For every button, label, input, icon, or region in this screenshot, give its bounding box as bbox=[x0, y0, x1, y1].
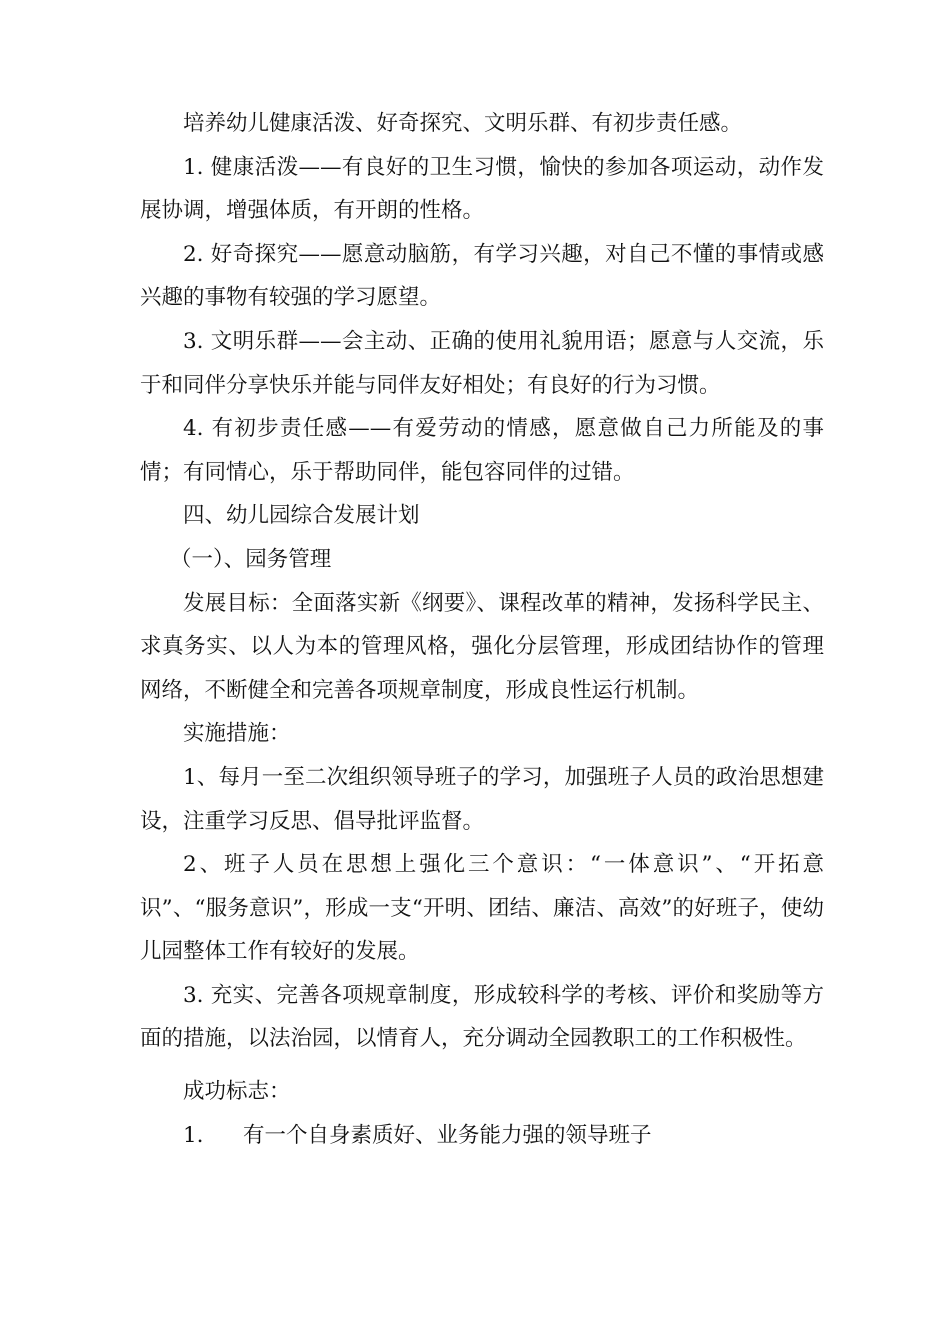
list-item-success-1 bbox=[140, 1114, 824, 1158]
paragraph-measure-1: 1、每月一至二次组织领导班子的学习，加强班子人员的政治思想建设，注重学习反思、倡导批评监督。 bbox=[140, 764, 824, 834]
section-heading-development-plan: 四、幼儿园综合发展计划 bbox=[183, 503, 420, 529]
paragraph-responsibility: 4. 有初步责任感——有爱劳动的情感，愿意做自己力所能及的事情；有同情心，乐于帮助同伴，能包容同伴的过错。 bbox=[140, 416, 824, 485]
document-body bbox=[140, 102, 824, 1157]
paragraph-development-goal: 发展目标：全面落实新《纲要》、课程改革的精神，发扬科学民主、求真务实、以人为本的管理风格，强化分层管理，形成团结协作的管理网络，不断健全和完善各项规章制度，形成良性运行机制。 bbox=[140, 590, 824, 703]
paragraph-measure-3: 3. 充实、完善各项规章制度，形成较科学的考核、评价和奖励等方面的措施，以法治园，以情育人，充分调动全园教职工的工作积极性。 bbox=[140, 982, 824, 1052]
paragraph-civilized-sociable: 3. 文明乐群——会主动、正确的使用礼貌用语；愿意与人交流，乐于和同伴分享快乐并能与同伴友好相处；有良好的行为习惯。 bbox=[140, 328, 824, 398]
paragraph-healthy-lively: 1. 健康活泼——有良好的卫生习惯，愉快的参加各项运动，动作发展协调，增强体质，有开朗的性格。 bbox=[140, 154, 824, 224]
subsection-heading-administration: （一）、园务管理 bbox=[170, 546, 332, 572]
paragraph-goals-intro: 培养幼儿健康活泼、好奇探究、文明乐群、有初步责任感。 bbox=[183, 111, 743, 136]
list-item-number: 1. bbox=[183, 1122, 204, 1148]
list-item-text: 有一个自身素质好、业务能力强的领导班子 bbox=[243, 1122, 652, 1148]
paragraph-measures-heading: 实施措施： bbox=[183, 721, 291, 747]
paragraph-curious-exploring: 2. 好奇探究——愿意动脑筋，有学习兴趣，对自己不懂的事情或感兴趣的事物有较强的学习愿望。 bbox=[140, 241, 824, 311]
paragraph-success-heading: 成功标志： bbox=[183, 1079, 291, 1105]
paragraph-measure-2: 2、班子人员在思想上强化三个意识：“一体意识”、“开拓意识”、“服务意识”，形成一支“开明、团结、廉洁、高效”的好班子，使幼儿园整体工作有较好的发展。 bbox=[140, 852, 824, 965]
